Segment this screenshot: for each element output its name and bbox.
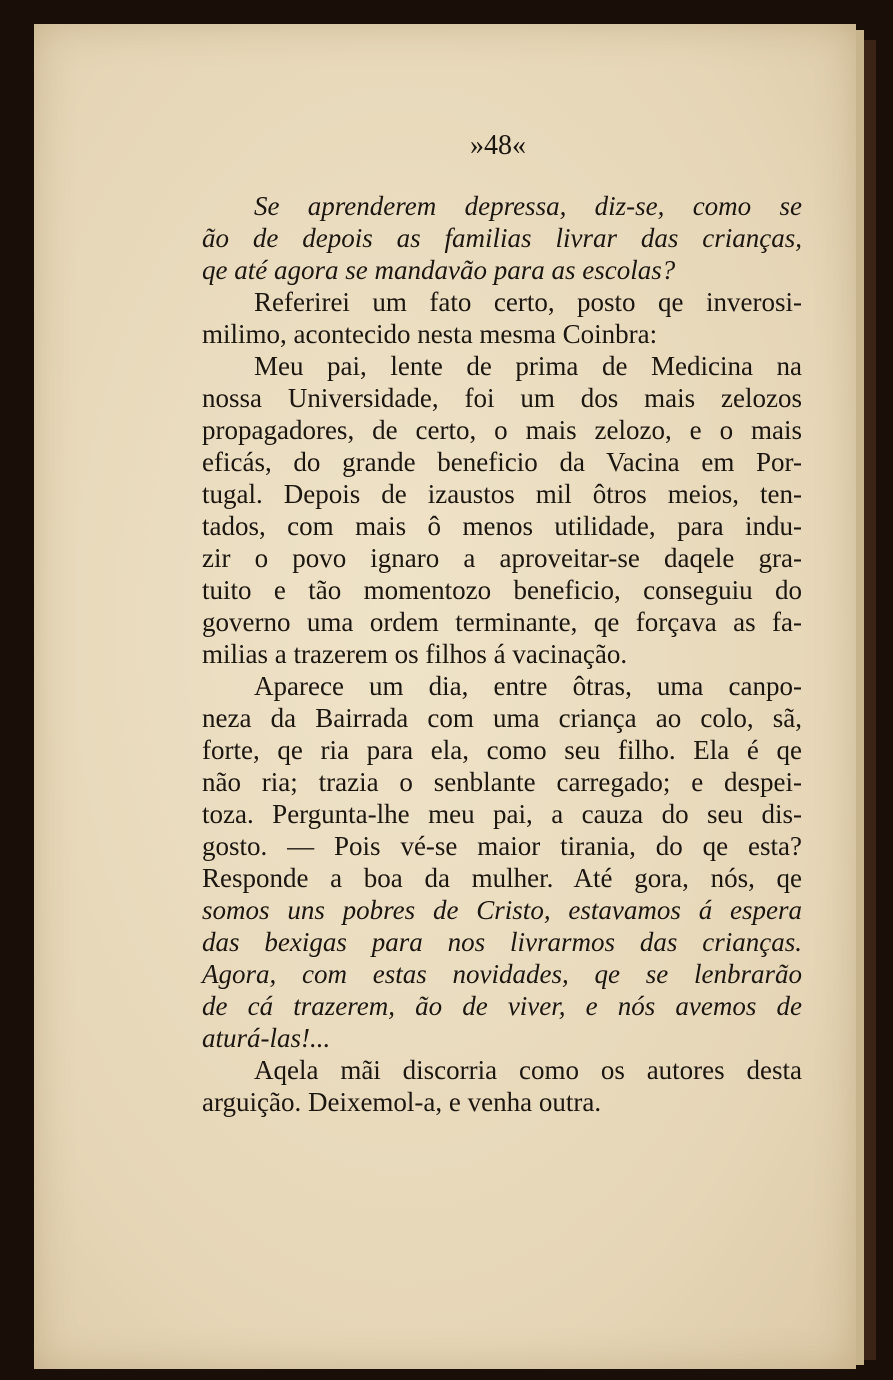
text-line: zir o povo ignaro a aproveitar-se daqele gra-	[202, 543, 802, 573]
text-line: Responde a boa da mulher. Até gora, nós, qe	[202, 863, 802, 893]
text-line: Aqela mãi discorria como os autores desta	[254, 1055, 802, 1085]
text-line: arguição. Deixemol-a, e venha outra.	[202, 1087, 602, 1117]
text-line: forte, qe ria para ela, como seu filho. Ela é qe	[202, 735, 802, 765]
text-line: Meu pai, lente de prima de Medicina na	[254, 351, 802, 381]
text-line: aturá-las!...	[202, 1023, 331, 1053]
text-line: tugal. Depois de izaustos mil ôtros meios, ten-	[202, 479, 802, 509]
text-line: tados, com mais ô menos utilidade, para indu-	[202, 511, 802, 541]
text-line: tuito e tão momentozo beneficio, conseguiu do	[202, 575, 802, 605]
text-line: neza da Bairrada com uma criança ao colo, sã,	[202, 703, 802, 733]
text-line: Agora, com estas novidades, qe se lenbrarão	[202, 959, 802, 989]
text-line: toza. Pergunta-lhe meu pai, a cauza do seu dis-	[202, 799, 802, 829]
page-number	[470, 130, 570, 162]
text-line: nossa Universidade, foi um dos mais zelozos	[202, 383, 802, 413]
text-line: Referirei um fato certo, posto qe inverosi-	[254, 287, 802, 317]
page-edge	[856, 30, 864, 1365]
text-line: eficás, do grande beneficio da Vacina em Por-	[202, 447, 802, 477]
text-line: milimo, acontecido nesta mesma Coinbra:	[202, 319, 658, 349]
text-line: gosto. — Pois vé-se maior tirania, do qe esta?	[202, 831, 802, 861]
page-number-ornament-right: «	[512, 130, 526, 161]
body-text	[202, 190, 802, 1118]
text-line: ão de depois as familias livrar das crianças,	[202, 223, 802, 253]
text-line: Aparece um dia, entre ôtras, uma canpo-	[254, 671, 802, 701]
page-number-ornament-left: »	[470, 130, 484, 161]
text-line: não ria; trazia o senblante carregado; e despei-	[202, 767, 802, 797]
binding-edge	[864, 40, 876, 1360]
text-line: somos uns pobres de Cristo, estavamos á espera	[202, 895, 802, 925]
page-number-value: 48	[484, 130, 512, 161]
text-line: governo uma ordem terminante, qe forçava as fa-	[202, 607, 802, 637]
text-line: milias a trazerem os filhos á vacinação.	[202, 639, 628, 669]
text-line: Se aprenderem depressa, diz-se, como se	[254, 191, 802, 221]
text-line: de cá trazerem, ão de viver, e nós avemos de	[202, 991, 802, 1021]
text-line: qe até agora se mandavão para as escolas?	[202, 255, 676, 285]
text-line: das bexigas para nos livrarmos das crianças.	[202, 927, 802, 957]
text-line: propagadores, de certo, o mais zelozo, e o mais	[202, 415, 802, 445]
